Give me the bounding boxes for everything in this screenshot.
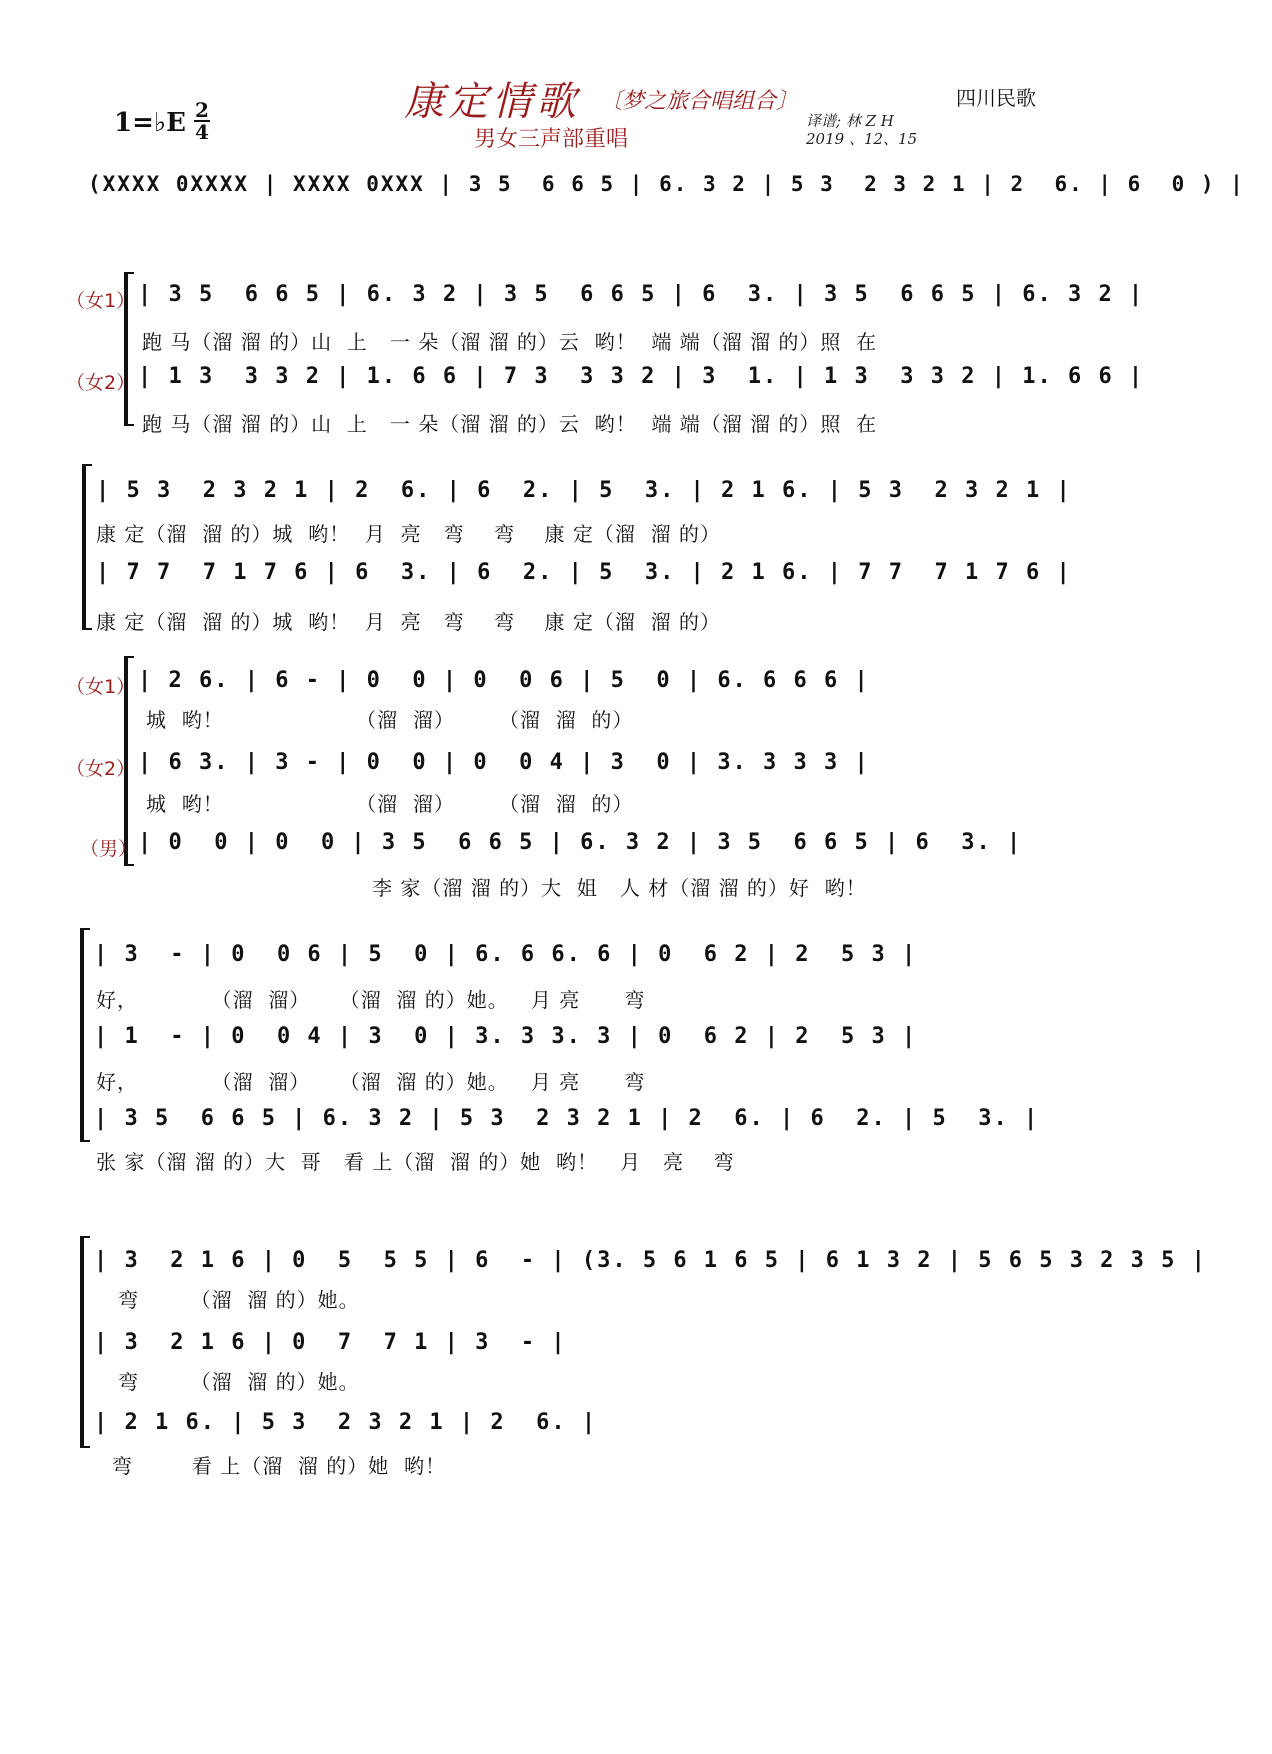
s3-f1-notes: | 2 6. | 6 - | 0 0 | 0 0 6 | 5 0 | 6. 6 6 6 | — [138, 668, 870, 693]
key-signature: 1=♭E — [114, 108, 186, 138]
s2-f1-notes: | 5 3 2 3 2 1 | 2 6. | 6 2. | 5 3. | 2 1 6. | 5 3 2 3 2 1 | — [96, 478, 1072, 503]
arrangement-date: 2019 、12、15 — [806, 130, 918, 148]
s1-f2-notes: | 1 3 3 3 2 | 1. 6 6 | 7 3 3 3 2 | 3 1. | 1 3 3 3 2 | 1. 6 6 | — [138, 364, 1145, 389]
s3-f1-lyrics: 城 哟！ （溜 溜） （溜 溜 的） — [146, 708, 634, 732]
s3-m-lyrics: 李 家（溜 溜 的）大 姐 人 材（溜 溜 的）好 哟！ — [372, 876, 867, 900]
s3-f2-lyrics: 城 哟！ （溜 溜） （溜 溜 的） — [146, 792, 634, 816]
system5-brace — [80, 1236, 90, 1448]
s1-f1-lyrics: 跑 马（溜 溜 的）山 上 一 朵（溜 溜 的）云 哟！ 端 端（溜 溜 的）照 在 — [142, 330, 878, 354]
time-numerator: 2 — [195, 98, 209, 122]
system4-brace — [80, 928, 90, 1142]
s2-f2-notes: | 7 7 7 1 7 6 | 6 3. | 6 2. | 5 3. | 2 1 6. | 7 7 7 1 7 6 | — [96, 560, 1072, 585]
s5-m-lyrics: 弯 看 上（溜 溜 的）她 哟！ — [112, 1454, 447, 1478]
s2-f1-lyrics: 康 定（溜 溜 的）城 哟！ 月 亮 弯 弯 康 定（溜 溜 的） — [96, 522, 721, 546]
voice-label-f2-s3: （女2） — [66, 758, 136, 780]
voice-label-m: （男） — [80, 838, 138, 860]
intro-notes: (XXXX 0XXXX | XXXX 0XXX | 3 5 6 6 5 | 6. 3 2 | 5 3 2 3 2 1 | 2 6. | 6 0 ) | — [88, 172, 1245, 196]
s1-f1-notes: | 3 5 6 6 5 | 6. 3 2 | 3 5 6 6 5 | 6 3. | 3 5 6 6 5 | 6. 3 2 | — [138, 282, 1145, 307]
s3-m-notes: | 0 0 | 0 0 | 3 5 6 6 5 | 6. 3 2 | 3 5 6 6 5 | 6 3. | — [138, 830, 1023, 855]
time-signature — [194, 100, 210, 142]
s4-f2-lyrics: 好， （溜 溜） （溜 溜 的）她。 月 亮 弯 — [96, 1070, 646, 1094]
origin-label: 四川民歌 — [956, 86, 1036, 110]
voice-label-f1: （女1） — [66, 290, 136, 312]
s2-f2-lyrics: 康 定（溜 溜 的）城 哟！ 月 亮 弯 弯 康 定（溜 溜 的） — [96, 610, 721, 634]
group-name: 〔梦之旅合唱组合〕 — [600, 89, 799, 114]
voice-label-f1-s3: （女1） — [66, 676, 136, 698]
s4-f1-lyrics: 好， （溜 溜） （溜 溜 的）她。 月 亮 弯 — [96, 988, 646, 1012]
system2-brace — [82, 464, 92, 630]
s5-f1-lyrics: 弯 （溜 溜 的）她。 — [96, 1288, 360, 1312]
s4-m-notes: | 3 5 6 6 5 | 6. 3 2 | 5 3 2 3 2 1 | 2 6. | 6 2. | 5 3. | — [94, 1106, 1040, 1131]
s4-m-lyrics: 张 家（溜 溜 的）大 哥 看 上（溜 溜 的）她 哟！ 月 亮 弯 — [96, 1150, 735, 1174]
voice-label-f2: （女2） — [66, 372, 136, 394]
subtitle: 男女三声部重唱 — [474, 127, 629, 152]
song-title: 康定情歌 — [404, 79, 580, 125]
s1-f2-lyrics: 跑 马（溜 溜 的）山 上 一 朵（溜 溜 的）云 哟！ 端 端（溜 溜 的）照 在 — [142, 412, 878, 436]
arranger-credit: 译谱; 林 Z H — [806, 112, 894, 130]
s3-f2-notes: | 6 3. | 3 - | 0 0 | 0 0 4 | 3 0 | 3. 3 3 3 | — [138, 750, 870, 775]
s4-f2-notes: | 1 - | 0 0 4 | 3 0 | 3. 3 3. 3 | 0 6 2 | 2 5 3 | — [94, 1024, 918, 1049]
s5-f2-lyrics: 弯 （溜 溜 的）她。 — [96, 1370, 360, 1394]
s5-m-notes: | 2 1 6. | 5 3 2 3 2 1 | 2 6. | — [94, 1410, 598, 1435]
s5-f2-notes: | 3 2 1 6 | 0 7 7 1 | 3 - | — [94, 1330, 567, 1355]
time-denominator: 4 — [195, 120, 209, 144]
s4-f1-notes: | 3 - | 0 0 6 | 5 0 | 6. 6 6. 6 | 0 6 2 | 2 5 3 | — [94, 942, 918, 967]
s5-f1-notes: | 3 2 1 6 | 0 5 5 5 | 6 - | (3. 5 6 1 6 5 | 6 1 3 2 | 5 6 5 3 2 3 5 | — [94, 1248, 1207, 1273]
